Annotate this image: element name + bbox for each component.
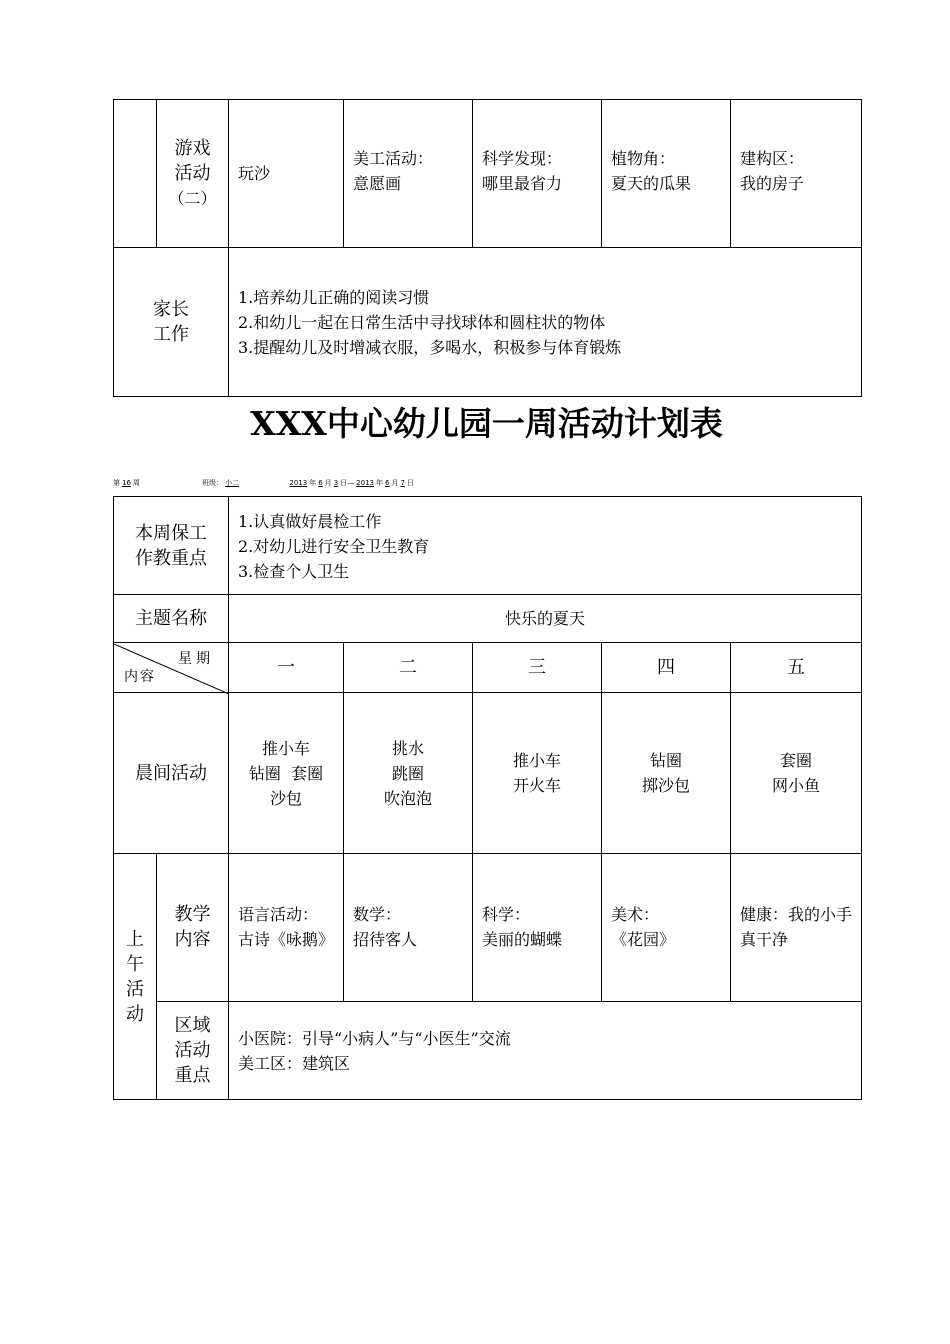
- area-activity-content: [229, 1002, 862, 1100]
- header-content-label: 内容: [124, 668, 156, 685]
- day-header-thu: 四: [602, 643, 731, 693]
- game-cell-mon: 玩沙: [229, 100, 344, 248]
- header-week-label: 星期: [178, 650, 214, 667]
- previous-plan-table: [113, 99, 862, 397]
- morning-cell-mon: 推小车 钻圈 套圈 沙包: [229, 693, 344, 854]
- parent-item: 2.和幼儿一起在日常生活中寻找球体和圆柱状的物体: [238, 312, 606, 332]
- blank-cell: [114, 100, 157, 248]
- focus-item: 1.认真做好晨检工作: [238, 512, 382, 531]
- game-cell-tue: 美工活动： 意愿画: [344, 100, 473, 248]
- weekly-plan-table: [113, 496, 862, 1100]
- area-item: 小医院：引导“小病人”与“小医生”交流: [238, 1029, 511, 1048]
- plan-meta-line: 第 16 周 班级： 小二 2013 年 6 月 3 日— 2013 年 6 月 7 日: [113, 479, 414, 487]
- weekly-focus-content: [229, 497, 862, 595]
- header-diagonal-cell: [114, 643, 229, 693]
- theme-label: 主题名称: [114, 595, 229, 643]
- morning-cell-tue: 挑水 跳圈 吹泡泡: [344, 693, 473, 854]
- parent-item: 1.培养幼儿正确的阅读习惯: [238, 287, 430, 307]
- morning-cell-wed: 推小车 开火车: [473, 693, 602, 854]
- area-item: 美工区：建筑区: [238, 1054, 351, 1073]
- day-header-fri: 五: [731, 643, 862, 693]
- day-header-tue: 二: [344, 643, 473, 693]
- game-activity-label: 游戏 活动 （二）: [157, 100, 229, 248]
- parent-item: 3.提醒幼儿及时增减衣服，多喝水，积极参与体育锻炼: [238, 337, 622, 357]
- morning-cell-fri: 套圈 网小鱼: [731, 693, 862, 854]
- teaching-cell-mon: 语言活动： 古诗《咏鹅》: [229, 854, 344, 1002]
- game-cell-wed: 科学发现： 哪里最省力: [473, 100, 602, 248]
- focus-item: 3.检查个人卫生: [238, 562, 350, 581]
- teaching-cell-fri: 健康：我的小手 真干净: [731, 854, 862, 1002]
- teaching-cell-tue: 数学： 招待客人: [344, 854, 473, 1002]
- page-title: XXX中心幼儿园一周活动计划表: [250, 404, 723, 443]
- parent-work-label: 家长 工作: [114, 248, 229, 397]
- teaching-cell-thu: 美术： 《花园》: [602, 854, 731, 1002]
- day-header-wed: 三: [473, 643, 602, 693]
- game-cell-fri: 建构区： 我的房子: [731, 100, 862, 248]
- day-header-mon: 一: [229, 643, 344, 693]
- teaching-cell-wed: 科学： 美丽的蝴蝶: [473, 854, 602, 1002]
- area-activity-label: 区域 活动 重点: [157, 1002, 229, 1100]
- morning-activity-label: 晨间活动: [114, 693, 229, 854]
- morning-cell-thu: 钻圈 掷沙包: [602, 693, 731, 854]
- parent-work-content: [229, 248, 862, 397]
- am-activity-label: 上 午 活 动: [114, 854, 157, 1100]
- weekly-focus-label: 本周保工 作教重点: [114, 497, 229, 595]
- theme-value: 快乐的夏天: [229, 595, 862, 643]
- teaching-content-label: 教学 内容: [157, 854, 229, 1002]
- focus-item: 2.对幼儿进行安全卫生教育: [238, 537, 430, 556]
- game-cell-thu: 植物角： 夏天的瓜果: [602, 100, 731, 248]
